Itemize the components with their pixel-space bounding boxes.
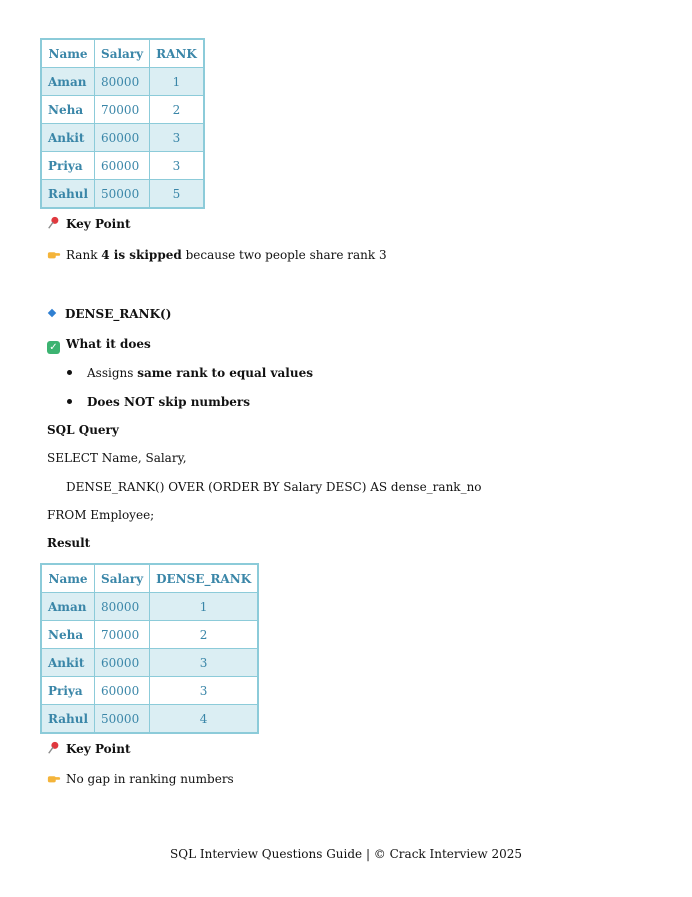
key-point-text-bold: 4 is skipped [101, 248, 182, 262]
table-row [41, 180, 204, 209]
bullet-text-bold: same rank to equal values [137, 366, 313, 380]
name-cell: Priya [41, 152, 95, 180]
name-cell: Aman [41, 593, 95, 621]
what-it-does-text: What it does [66, 337, 151, 351]
salary-cell: 50000 [95, 705, 150, 734]
key-point-text-before: Rank [66, 248, 102, 262]
rank-cell: 1 [150, 593, 259, 621]
key-point-heading [47, 216, 130, 232]
key-point-text [47, 771, 234, 787]
rank-cell: 3 [150, 677, 259, 705]
name-cell: Rahul [41, 705, 95, 734]
key-point-heading [47, 741, 130, 757]
table-row [41, 621, 258, 649]
key-point-text-after: because two people share rank 3 [181, 248, 387, 262]
pointing-hand-icon [47, 247, 61, 261]
table-row [41, 705, 258, 734]
column-header: Salary [95, 564, 150, 593]
table-row [41, 68, 204, 96]
pointing-hand-icon [47, 771, 61, 785]
bullet-item [87, 365, 313, 381]
table-row [41, 677, 258, 705]
sql-line: DENSE_RANK() OVER (ORDER BY Salary DESC) AS dense_rank_no [66, 480, 482, 494]
check-box-icon: ✓ [47, 341, 60, 354]
key-point-text [47, 247, 387, 263]
pushpin-icon [47, 741, 61, 755]
table-row [41, 649, 258, 677]
rank-cell: 2 [150, 96, 204, 124]
rank-cell: 5 [150, 180, 204, 209]
name-cell: Neha [41, 96, 95, 124]
salary-cell: 50000 [95, 180, 150, 209]
bullet-item [87, 394, 250, 410]
page-footer: SQL Interview Questions Guide | © Crack Interview 2025 [170, 847, 522, 861]
sql-line: SELECT Name, Salary, [47, 451, 187, 465]
salary-cell: 60000 [95, 124, 150, 152]
pushpin-icon [47, 216, 61, 230]
column-header: Name [41, 564, 95, 593]
salary-cell: 70000 [95, 621, 150, 649]
key-point-text-body: No gap in ranking numbers [66, 772, 234, 786]
bullet-text-bold: Does NOT skip numbers [87, 395, 250, 409]
rank-cell: 3 [150, 152, 204, 180]
what-it-does-heading [47, 336, 151, 354]
salary-cell: 60000 [95, 649, 150, 677]
sql-query-label: SQL Query [47, 423, 119, 437]
name-cell: Rahul [41, 180, 95, 209]
table-row [41, 124, 204, 152]
section-heading-text: DENSE_RANK() [65, 307, 172, 321]
key-point-title: Key Point [66, 217, 131, 231]
table-row [41, 152, 204, 180]
key-point-title: Key Point [66, 742, 131, 756]
salary-cell: 60000 [95, 677, 150, 705]
bullet-dot [67, 370, 72, 375]
table-row [41, 96, 204, 124]
name-cell: Ankit [41, 649, 95, 677]
blue-diamond-icon [48, 309, 56, 317]
name-cell: Priya [41, 677, 95, 705]
rank-result-table [40, 38, 205, 209]
column-header: RANK [150, 39, 204, 68]
salary-cell: 70000 [95, 96, 150, 124]
bullet-dot [67, 399, 72, 404]
rank-cell: 3 [150, 649, 259, 677]
name-cell: Ankit [41, 124, 95, 152]
salary-cell: 60000 [95, 152, 150, 180]
rank-cell: 4 [150, 705, 259, 734]
table-header-row [41, 564, 258, 593]
result-label: Result [47, 536, 91, 550]
rank-cell: 1 [150, 68, 204, 96]
rank-cell: 2 [150, 621, 259, 649]
column-header: DENSE_RANK [150, 564, 259, 593]
rank-cell: 3 [150, 124, 204, 152]
section-heading [45, 306, 171, 322]
column-header: Salary [95, 39, 150, 68]
sql-line: FROM Employee; [47, 508, 155, 522]
table-header-row [41, 39, 204, 68]
column-header: Name [41, 39, 95, 68]
salary-cell: 80000 [95, 68, 150, 96]
salary-cell: 80000 [95, 593, 150, 621]
dense-rank-result-table [40, 563, 259, 734]
table-row [41, 593, 258, 621]
name-cell: Neha [41, 621, 95, 649]
name-cell: Aman [41, 68, 95, 96]
bullet-text-before: Assigns [87, 366, 138, 380]
